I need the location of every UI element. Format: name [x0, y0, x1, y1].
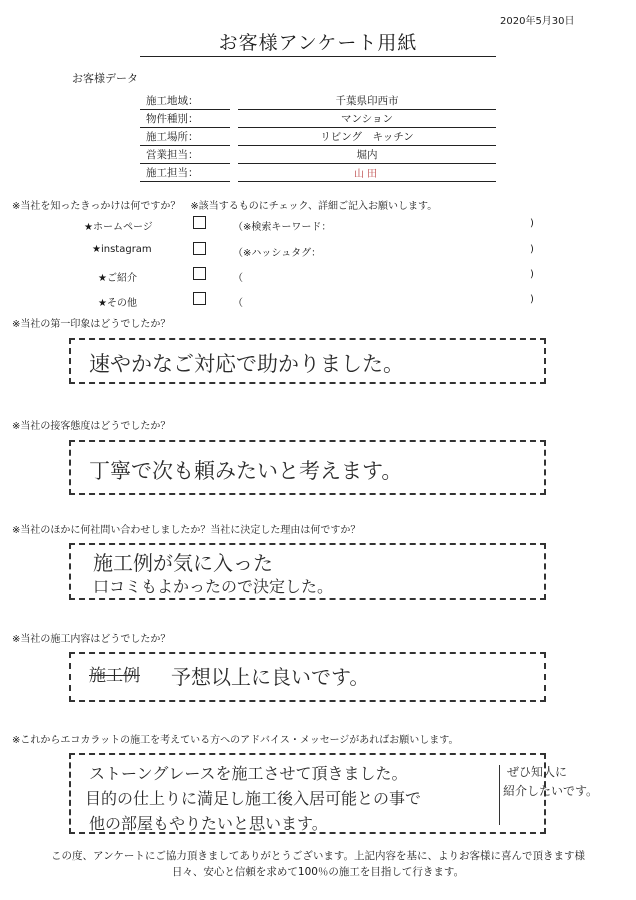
info-label: 営業担当：: [140, 146, 230, 164]
info-label: 物件種別：: [140, 110, 230, 128]
answer-workmanship: 予想以上に良いです。: [171, 665, 370, 689]
answer-box-workmanship: [69, 652, 546, 702]
checkbox-homepage[interactable]: [193, 216, 206, 229]
answer-box-decision-reason: [69, 543, 546, 600]
info-value: マンション: [238, 110, 496, 128]
info-label: 施工担当：: [140, 164, 230, 182]
answer-advice-line3: 他の部屋もやりたいと思います。: [89, 814, 328, 833]
info-value: 堀内: [238, 146, 496, 164]
answer-service-attitude: 丁寧で次も頼みたいと考えます。: [89, 459, 403, 483]
question-advice-message: ※これからエコカラットの施工を考えている方へのアドバイス・メッセージがあればお願いします。: [12, 735, 459, 746]
handwritten-divider: [499, 765, 500, 825]
customer-info-table: [140, 92, 496, 182]
option-close-paren: ): [530, 269, 534, 280]
option-detail-referral: （: [233, 273, 243, 284]
title-underline: [140, 56, 496, 57]
answer-box-service-attitude: [69, 440, 546, 495]
option-label-instagram: ★instagram: [92, 244, 152, 255]
info-row-property-type: [140, 110, 496, 128]
question-decision-reason: ※当社のほかに何社問い合わせしましたか？当社に決定した理由は何ですか？: [12, 525, 361, 536]
answer-workmanship-struck: 施工例: [89, 666, 140, 686]
customer-data-heading: お客様データ: [72, 72, 138, 85]
info-row-area: [140, 92, 496, 110]
checkbox-other[interactable]: [193, 292, 206, 305]
answer-box-first-impression: [69, 338, 546, 384]
info-label: 施工地域：: [140, 92, 230, 110]
info-value: 千葉県印西市: [238, 92, 496, 110]
info-row-location: [140, 128, 496, 146]
option-detail-other: （: [233, 298, 243, 309]
checkbox-referral[interactable]: [193, 267, 206, 280]
answer-decision-reason-line1: 施工例が気に入った: [93, 551, 273, 575]
option-close-paren: ): [530, 218, 534, 229]
option-label-referral: ★ご紹介: [98, 273, 137, 284]
answer-advice-line1: ストーングレースを施工させて頂きました。: [89, 764, 408, 783]
installer-handwritten-value: 山田: [238, 164, 496, 182]
answer-box-advice-message: [69, 753, 599, 834]
footer-message-line2: 日々、安心と信頼を求めて100％の施工を目指して行きます。: [171, 866, 465, 878]
answer-advice-line2: 目的の仕上りに満足し施工後入居可能との事で: [85, 789, 422, 808]
question-how-found: ※当社を知ったきっかけは何ですか？ ※該当するものにチェック、詳細ご記入お願いします。: [12, 201, 438, 212]
option-detail-instagram: （※ハッシュタグ：: [233, 248, 322, 259]
info-value: リビング キッチン: [238, 128, 496, 146]
info-row-installer: [140, 164, 496, 182]
page-title: お客様アンケート用紙: [218, 32, 418, 54]
option-close-paren: ): [530, 244, 534, 255]
option-detail-homepage: （※検索キーワード：: [233, 222, 332, 233]
answer-decision-reason-line2: 口コミもよかったので決定した。: [93, 577, 334, 596]
answer-first-impression: 速やかなご対応で助かりました。: [89, 352, 404, 376]
question-first-impression: ※当社の第一印象はどうでしたか？: [12, 319, 171, 330]
option-close-paren: ): [530, 294, 534, 305]
option-label-homepage: ★ホームページ: [84, 222, 153, 233]
option-label-other: ★その他: [98, 298, 137, 309]
answer-advice-side-line1: ぜひ知人に: [507, 765, 568, 779]
answer-advice-side-line2: 紹介したいです。: [503, 784, 599, 798]
info-label: 施工場所：: [140, 128, 230, 146]
info-row-sales-rep: [140, 146, 496, 164]
footer-message-line1: この度、アンケートにご協力頂きましてありがとうございます。上記内容を基に、よりお客様に喜んで頂きます様: [50, 850, 586, 862]
question-workmanship: ※当社の施工内容はどうでしたか？: [12, 634, 171, 645]
question-service-attitude: ※当社の接客態度はどうでしたか？: [12, 421, 171, 432]
checkbox-instagram[interactable]: [193, 242, 206, 255]
survey-date: 2020年5月30日: [500, 16, 575, 27]
